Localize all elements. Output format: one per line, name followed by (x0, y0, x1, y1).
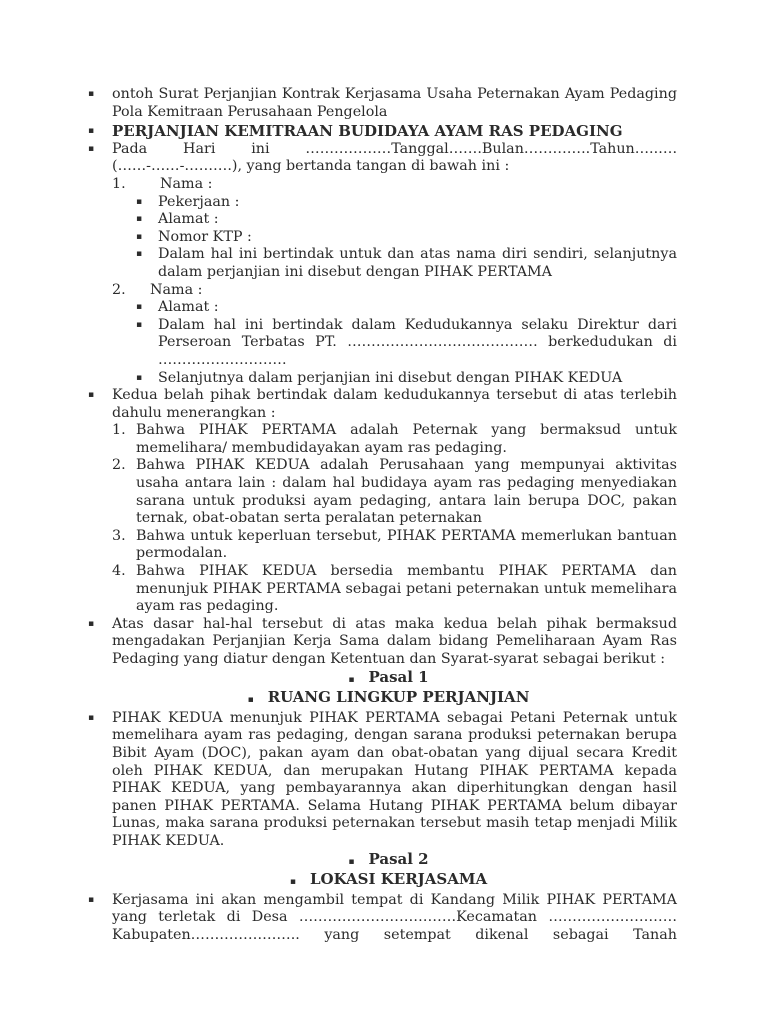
list-item (0, 528, 768, 563)
bullet-icon: ▪ (136, 214, 143, 225)
list-item (0, 370, 768, 388)
document-title: PERJANJIAN KEMITRAAN BUDIDAYA AYAM RAS PEDAGING (112, 122, 623, 141)
pasal1-subtitle (100, 689, 677, 710)
pasal2-subtitle-text: LOKASI KERJASAMA (309, 870, 488, 889)
pasal1-body (0, 710, 768, 851)
recitals-lead (0, 387, 768, 422)
list-item (0, 194, 768, 212)
bullet-icon: ▪ (136, 249, 143, 260)
list-item (0, 563, 768, 616)
list-item (0, 422, 768, 457)
pasal2-body (0, 892, 768, 945)
date-text: Pada Hari ini ………………Tanggal…….Bulan…………..Tahun…..…. (……-……-……….), yang bertanda tangan di bawah ini : (112, 140, 677, 175)
pasal2-title (100, 851, 677, 872)
party1-field: Pekerjaan : (158, 193, 240, 210)
bullet-icon: ▪ (136, 196, 143, 207)
party2-field: Alamat : (158, 299, 219, 316)
recital-text: Bahwa untuk keperluan tersebut, PIHAK PERTAMA memerlukan bantuan permodalan. (136, 527, 677, 562)
pasal1-title (100, 669, 677, 690)
bullet-icon: ▪ (136, 319, 143, 330)
pasal1-title-text: Pasal 1 (368, 667, 429, 686)
list-item (0, 299, 768, 317)
bullet-icon: ▪ (88, 618, 95, 629)
recitals-closing-text: Atas dasar hal-hal tersebut di atas maka kedua belah pihak bermaksud mengadakan Perjanjian Kerja Sama dalam bidang Pemeliharaan Ayam Ras Pedaging yang diatur dengan Ketentuan dan Syarat-syarat sebagai berikut : (112, 615, 677, 667)
date-line (0, 141, 768, 176)
title-line (0, 123, 768, 141)
bullet-icon: ▪ (88, 712, 95, 723)
bullet-icon: ▪ (88, 89, 95, 99)
bullet-icon: ▪ (348, 674, 355, 685)
party2-statement: Dalam hal ini bertindak dalam Kedudukannya selaku Direktur dari Perseroan Terbatas PT. …………………………………. berkedudukan di ……………………… (158, 316, 677, 368)
recital-text: Bahwa PIHAK KEDUA adalah Perusahaan yang mempunyai aktivitas usaha antara lain : dalam hal budidaya ayam ras pedaging menyediakan sarana untuk produksi ayam pedaging, antara lain berupa DOC, pakan ternak, obat-obatan serta peralatan peternakan (136, 457, 677, 527)
list-item (0, 211, 768, 229)
bullet-icon: ▪ (247, 695, 254, 706)
pasal2-title-text: Pasal 2 (368, 849, 429, 868)
party2-statement: Selanjutnya dalam perjanjian ini disebut dengan PIHAK KEDUA (158, 369, 623, 386)
list-number: 3. (112, 527, 126, 544)
recitals-lead-text: Kedua belah pihak bertindak dalam kedudukannya tersebut di atas terlebih dahulu menerangkan : (112, 387, 677, 421)
list-item (0, 457, 768, 527)
pasal2-body-text: Kerjasama ini akan mengambil tempat di Kandang Milik PIHAK PERTAMA yang terletak di Desa ……………………………Kecamatan ………………………Kabupaten………………….. yang setempat dikenal sebagai Tanah (112, 891, 677, 943)
list-number: 1. (112, 175, 126, 192)
list-item (0, 229, 768, 247)
pasal1-subtitle-text: RUANG LINGKUP PERJANJIAN (267, 688, 530, 707)
bullet-icon: ▪ (289, 877, 296, 888)
bullet-icon: ▪ (88, 390, 95, 401)
list-number: 1. (112, 422, 126, 439)
bullet-icon: ▪ (88, 126, 95, 137)
list-number: 2. (112, 457, 126, 474)
bullet-icon: ▪ (136, 231, 143, 242)
party1-field: Alamat : (158, 211, 219, 228)
list-number: 2. (112, 281, 126, 298)
document-page (0, 86, 768, 945)
list-number: 4. (112, 563, 126, 580)
intro-line (0, 86, 768, 121)
list-item (0, 246, 768, 281)
recitals-closing (0, 616, 768, 669)
party2-name-label: Nama : (150, 281, 203, 298)
bullet-icon: ▪ (88, 143, 95, 154)
bullet-icon: ▪ (88, 894, 95, 905)
bullet-icon: ▪ (136, 302, 143, 313)
pasal2-subtitle (100, 871, 677, 892)
recital-text: Bahwa PIHAK KEDUA bersedia membantu PIHAK PERTAMA dan menunjuk PIHAK PERTAMA sebagai petani peternakan untuk memelihara ayam ras pedaging. (136, 563, 677, 615)
party2-name (0, 282, 768, 300)
recital-text: Bahwa PIHAK PERTAMA adalah Peternak yang bermaksud untuk memelihara/ membudidayakan ayam ras pedaging. (136, 422, 677, 456)
bullet-icon: ▪ (348, 856, 355, 867)
list-item (0, 317, 768, 370)
party1-statement: Dalam hal ini bertindak untuk dan atas nama diri sendiri, selanjutnya dalam perjanjian ini disebut dengan PIHAK PERTAMA (158, 246, 677, 280)
intro-text: ontoh Surat Perjanjian Kontrak Kerjasama Usaha Peternakan Ayam Pedaging Pola Kemitraan Perusahaan Pengelola (112, 86, 677, 120)
bullet-icon: ▪ (136, 372, 143, 383)
party1-field: Nomor KTP : (158, 228, 252, 245)
party1-name-label: Nama : (160, 175, 213, 192)
pasal1-body-text: PIHAK KEDUA menunjuk PIHAK PERTAMA sebagai Petani Peternak untuk memelihara ayam ras pedaging, dengan sarana produksi peternakan berupa Bibit Ayam (DOC), pakan ayam dan obat-obatan yang dijual secara Kredit oleh PIHAK KEDUA, dan merupakan Hutang PIHAK PERTAMA kepada PIHAK KEDUA, yang pembayarannya akan diperhitungkan dengan hasil panen PIHAK PERTAMA. Selama Hutang PIHAK PERTAMA belum dibayar Lunas, maka sarana produksi peternakan tersebut masih tetap menjadi Milik PIHAK KEDUA. (112, 709, 677, 849)
party1-name (0, 176, 768, 194)
